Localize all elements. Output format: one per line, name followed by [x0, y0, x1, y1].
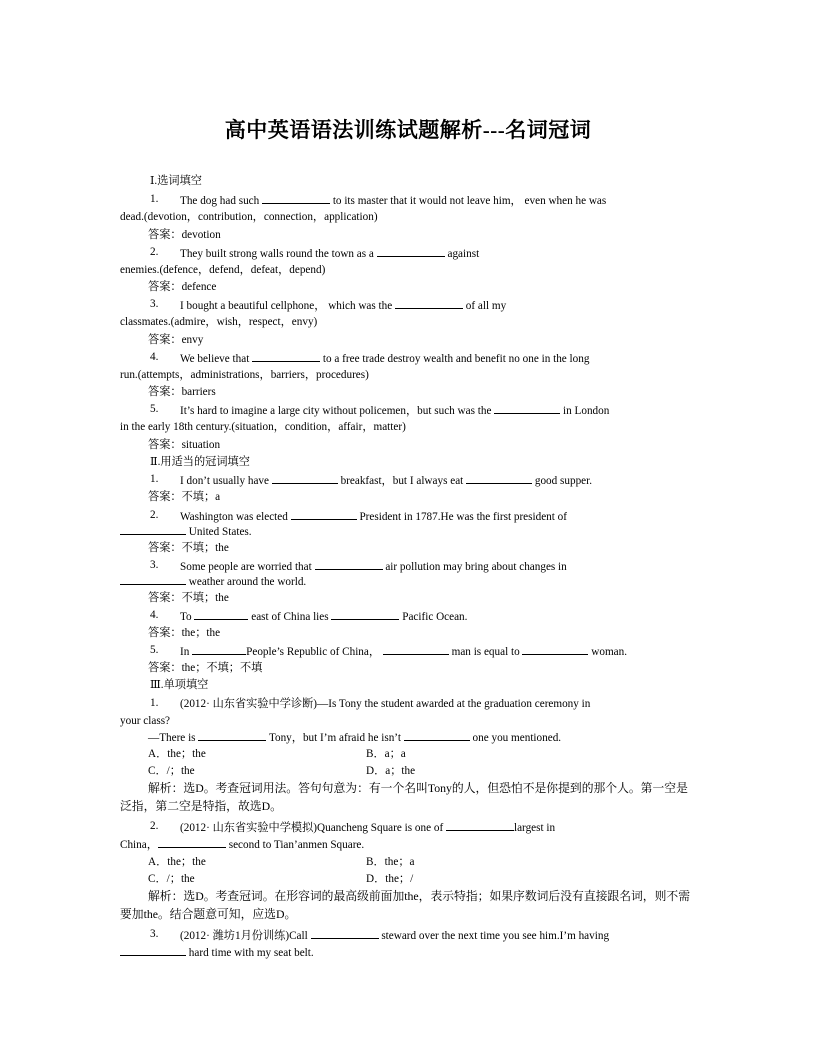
question-text: against [447, 248, 480, 260]
blank [446, 820, 514, 831]
option-b: B．the；a [366, 856, 415, 868]
question-line [120, 945, 314, 960]
answer: 答案：不填；a [148, 491, 221, 503]
analysis: 解析：选D。考查冠词。在形容词的最高级前面加the，表示特指；如果序数词后没有直接跟名词，则不需要加the。结合题意可知，应选D。 [120, 889, 690, 921]
question-text: man is equal to [451, 646, 520, 658]
answer: 答案：barriers [148, 386, 216, 398]
question-text: It’s hard to imagine a large city without policemen，but such was the [180, 405, 492, 417]
blank [383, 644, 449, 655]
question-line: run.(attempts，administrations，barriers，procedures) [120, 369, 369, 381]
option-a: A．the；the [148, 748, 206, 760]
question-text: to a free trade destroy wealth and benefit no one in the long [322, 353, 590, 365]
item-number: 1. [150, 193, 159, 205]
blank [272, 473, 338, 484]
question-line [180, 298, 506, 313]
question-line [120, 574, 306, 589]
question-text: (2012· 山东省实验中学模拟)Quancheng Square is one of [180, 822, 444, 834]
question-text: Some people are worried that [180, 561, 312, 573]
question-text: in London [563, 405, 610, 417]
question-text: east of China lies [251, 611, 329, 623]
question-line [120, 837, 364, 852]
answer: 答案：devotion [148, 229, 221, 241]
question-line [180, 509, 567, 524]
answer: 答案：不填；the [148, 592, 229, 604]
question-text: air pollution may bring about changes in [385, 561, 567, 573]
question-text: Washington was elected [180, 511, 288, 523]
question-text: Pacific Ocean. [402, 611, 468, 623]
item-number: 4. [150, 609, 159, 621]
item-number: 2. [150, 246, 159, 258]
item-number: 2. [150, 820, 159, 832]
question-line: your class? [120, 715, 171, 727]
blank [466, 473, 532, 484]
option-c: C．/；the [148, 873, 195, 885]
question-text: one you mentioned. [472, 732, 562, 744]
blank [252, 351, 320, 362]
item-number: 5. [150, 644, 159, 656]
blank [494, 403, 560, 414]
question-line [120, 524, 252, 539]
section-heading: Ⅲ.单项填空 [150, 679, 209, 691]
section-heading: Ⅰ.选词填空 [150, 175, 202, 187]
blank [315, 559, 383, 570]
question-line: dead.(devotion，contribution，connection，application) [120, 211, 378, 223]
question-text: President in 1787.He was the first president of [359, 511, 567, 523]
question-text: of all my [465, 300, 507, 312]
question-text: They built strong walls round the town as a [180, 248, 374, 260]
question-line: enemies.(defence，defend，defeat，depend) [120, 264, 326, 276]
question-line [180, 351, 589, 366]
question-line [180, 473, 592, 488]
blank [377, 246, 445, 257]
question-line: in the early 18th century.(situation，condition，affair，matter) [120, 421, 406, 433]
item-number: 3. [150, 298, 159, 310]
question-line [180, 644, 627, 659]
blank [194, 609, 248, 620]
answer: 答案：situation [148, 439, 221, 451]
answer: 答案：envy [148, 334, 204, 346]
question-text: To [180, 611, 192, 623]
question-line: (2012· 山东省实验中学诊断)—Is Tony the student awarded at the graduation ceremony in [180, 698, 591, 710]
question-text: breakfast，but I always eat [340, 475, 464, 487]
blank [120, 574, 186, 585]
question-line [148, 730, 561, 745]
item-number: 2. [150, 509, 159, 521]
blank [311, 928, 379, 939]
question-text: I don’t usually have [180, 475, 269, 487]
question-text: largest in [513, 822, 556, 834]
item-number: 1. [150, 473, 159, 485]
blank [192, 644, 246, 655]
question-text: We believe that [180, 353, 250, 365]
question-text: to its master that it would not leave him， even when he was [332, 195, 607, 207]
option-b: B．a；a [366, 748, 406, 760]
question-text: The dog had such [180, 195, 260, 207]
question-text: woman. [591, 646, 628, 658]
question-text: hard time with my seat belt. [188, 947, 314, 959]
answer: 答案：the；the [148, 627, 221, 639]
question-text: People’s Republic of China， [246, 646, 381, 658]
item-number: 3. [150, 928, 159, 940]
blank [522, 644, 588, 655]
blank [262, 193, 330, 204]
answer: 答案：defence [148, 281, 217, 293]
question-line [180, 559, 567, 574]
analysis: 解析：选D。考查冠词用法。答句句意为：有一个名叫Tony的人，但恐怕不是你提到的那个人。第一空是泛指，第二空是特指，故选D。 [120, 781, 688, 813]
option-a: A．the；the [148, 856, 206, 868]
option-d: D．the；/ [366, 873, 414, 885]
question-text: United States. [188, 526, 252, 538]
question-text: second to Tian’anmen Square. [228, 839, 365, 851]
blank [331, 609, 399, 620]
blank [395, 298, 463, 309]
item-number: 5. [150, 403, 159, 415]
question-text: China， [120, 839, 158, 851]
question-line [180, 928, 609, 943]
question-line [180, 609, 467, 624]
blank [120, 945, 186, 956]
question-text: steward over the next time you see him.I’m having [381, 930, 610, 942]
answer: 答案：the；不填；不填 [148, 662, 263, 674]
question-text: I bought a beautiful cellphone， which was the [180, 300, 393, 312]
question-line [180, 403, 609, 418]
question-line [180, 193, 606, 208]
question-text: Tony，but I’m afraid he isn’t [268, 732, 401, 744]
item-number: 1. [150, 697, 159, 709]
page-title: 高中英语语法训练试题解析---名词冠词 [224, 118, 592, 142]
question-text: weather around the world. [188, 576, 307, 588]
blank [291, 509, 357, 520]
question-text: In [180, 646, 190, 658]
section-heading: Ⅱ.用适当的冠词填空 [150, 456, 250, 468]
question-line [180, 246, 479, 261]
blank [404, 730, 470, 741]
option-c: C．/；the [148, 765, 195, 777]
item-number: 4. [150, 351, 159, 363]
answer: 答案：不填；the [148, 542, 229, 554]
item-number: 3. [150, 559, 159, 571]
blank [158, 837, 226, 848]
blank [198, 730, 266, 741]
question-text: good supper. [534, 475, 593, 487]
question-line [180, 820, 555, 835]
question-text: —There is [148, 732, 196, 744]
blank [120, 524, 186, 535]
question-line: classmates.(admire，wish，respect，envy) [120, 316, 318, 328]
question-text: (2012· 潍坊1月份训练)Call [180, 930, 308, 942]
option-d: D．a；the [366, 765, 416, 777]
